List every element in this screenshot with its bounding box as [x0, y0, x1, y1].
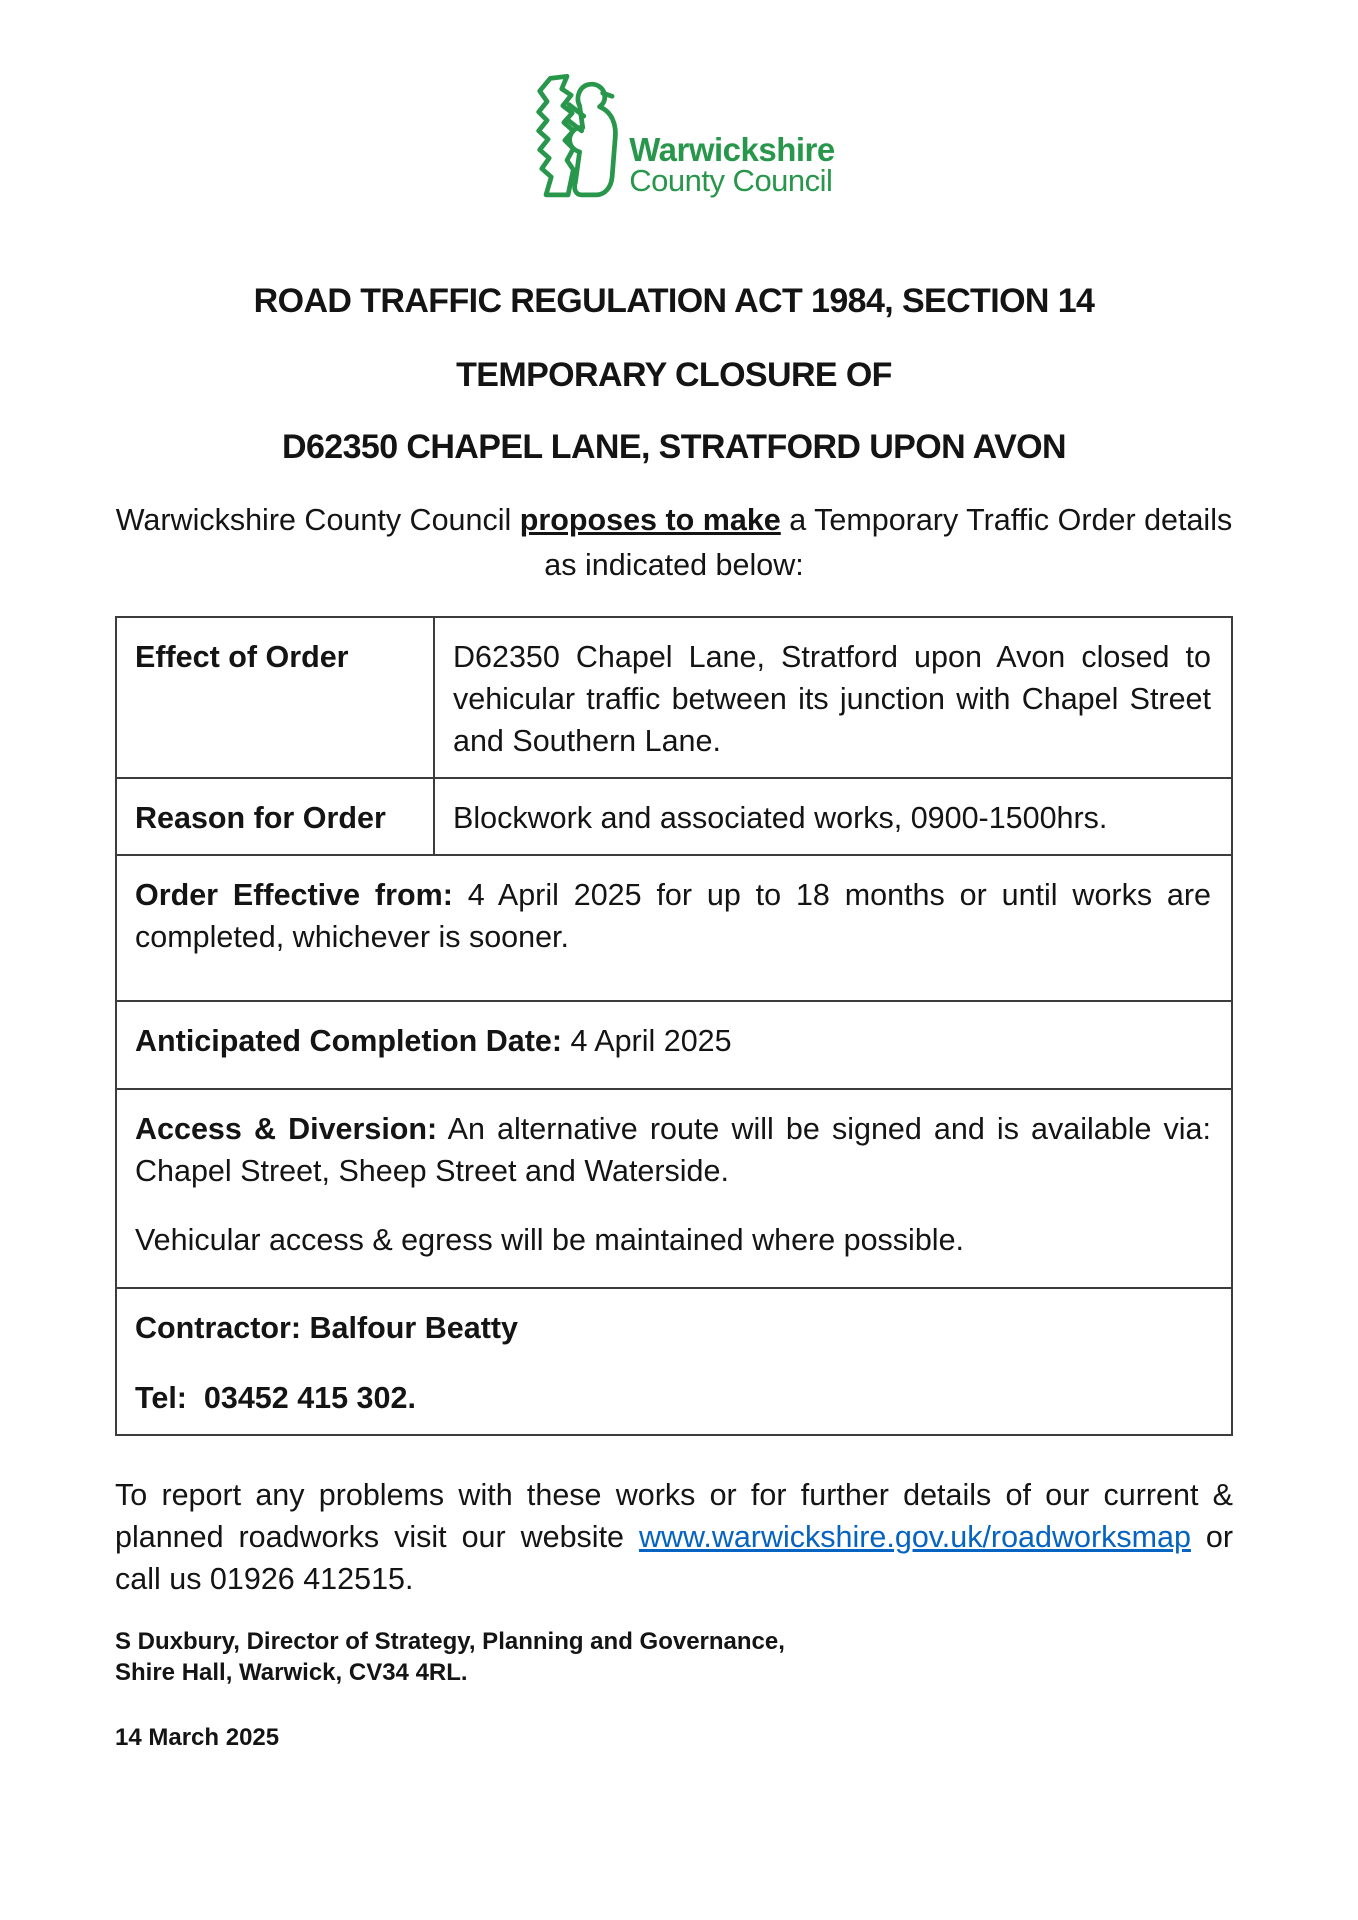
report-after-link: or call us 01926 412515.: [115, 1520, 1234, 1596]
intro-paragraph: [115, 498, 1233, 588]
council-name: Warwickshire: [629, 131, 835, 168]
table-row-contractor: [116, 1288, 1232, 1435]
table-row-effect: [116, 617, 1232, 778]
effect-of-order-value: D62350 Chapel Lane, Stratford upon Avon closed to vehicular traffic between its junction with Chapel Street and Southern Lane.: [434, 617, 1232, 778]
contractor-telephone: Tel: 03452 415 302.: [135, 1381, 416, 1415]
access-diversion-value: An alternative route will be signed and is available via: Chapel Street, Sheep Street and Waterside.: [135, 1112, 1211, 1188]
order-effective-cell: [116, 855, 1232, 1001]
access-diversion-cell: [116, 1089, 1232, 1288]
intro-after: a Temporary Traffic Order details as indicated below:: [544, 503, 1233, 582]
reason-for-order-value: Blockwork and associated works, 0900-1500hrs.: [434, 778, 1232, 855]
order-details-table: [115, 616, 1233, 1436]
report-problems-paragraph: [115, 1474, 1233, 1600]
effect-of-order-label: Effect of Order: [116, 617, 434, 778]
document-date: 14 March 2025: [115, 1724, 280, 1751]
reason-for-order-label: Reason for Order: [116, 778, 434, 855]
council-logo-text: [629, 131, 835, 198]
contractor-cell: [116, 1288, 1232, 1435]
completion-date-cell: [116, 1001, 1232, 1089]
completion-date-label: Anticipated Completion Date:: [135, 1024, 563, 1058]
intro-before: Warwickshire County Council: [115, 503, 520, 537]
signoff-address: Shire Hall, Warwick, CV34 4RL.: [115, 1659, 468, 1686]
signoff-block: [115, 1626, 1233, 1688]
council-subname: County Council: [629, 163, 833, 198]
roadworks-map-link[interactable]: www.warwickshire.gov.uk/roadworksmap: [638, 1520, 1191, 1554]
report-before-link: To report any problems with these works or for further details of our current & planned roadworks visit our website: [115, 1478, 1233, 1554]
order-effective-value: 4 April 2025 for up to 18 months or until works are completed, whichever is sooner.: [135, 878, 1212, 954]
council-logo: [513, 66, 835, 198]
closure-title: TEMPORARY CLOSURE OF: [456, 356, 892, 394]
signoff-name-title: S Duxbury, Director of Strategy, Planning and Governance,: [115, 1628, 785, 1655]
table-row-completion-date: [116, 1001, 1232, 1089]
vehicular-access-note: Vehicular access & egress will be maintained where possible.: [135, 1223, 965, 1257]
table-row-access-diversion: [116, 1089, 1232, 1288]
table-row-effective-from: [116, 855, 1232, 1001]
bear-and-ragged-staff-icon: [513, 70, 621, 198]
table-row-reason: [116, 778, 1232, 855]
access-diversion-label: Access & Diversion:: [135, 1112, 438, 1146]
completion-date-value: 4 April 2025: [562, 1024, 732, 1058]
intro-emphasis: proposes to make: [519, 503, 781, 537]
act-title: ROAD TRAFFIC REGULATION ACT 1984, SECTION 14: [253, 282, 1095, 320]
road-title: D62350 CHAPEL LANE, STRATFORD UPON AVON: [282, 428, 1066, 466]
order-effective-label: Order Effective from:: [135, 878, 453, 912]
contractor-label: Contractor: Balfour Beatty: [135, 1311, 518, 1345]
